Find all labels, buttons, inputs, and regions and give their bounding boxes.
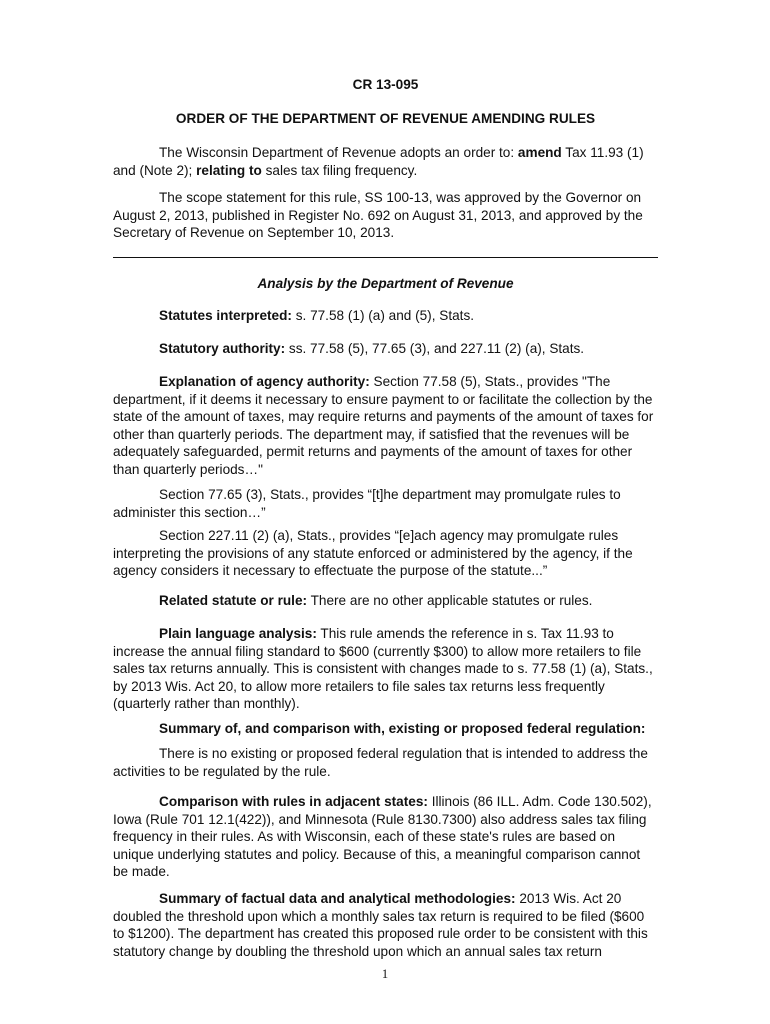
statutory-authority [113, 340, 658, 358]
page-number: 1 [381, 967, 389, 981]
statutes-interpreted [113, 307, 658, 325]
intro-paragraph [113, 144, 658, 179]
rule-number: CR 13-095 [352, 77, 419, 92]
adjacent-states-paragraph [113, 793, 658, 881]
intro-text-c: sales tax filing frequency. [261, 162, 418, 178]
section-divider [113, 257, 658, 258]
section-227-11-paragraph: Section 227.11 (2) (a), Stats., provides “[e]ach agency may promulgate rules interpreting the provisions of any statute enforced or administered by the agency, if the agency considers it necessary to effectuate the purpose of the statute...” [113, 528, 633, 578]
relating-keyword: relating to [196, 162, 262, 178]
scope-paragraph: The scope statement for this rule, SS 100-13, was approved by the Governor on August 2, 2013, published in Register No. 692 on August 31, 2013, and approved by the Secretary of Revenue on September 10, 2013. [113, 190, 643, 240]
related-statute [113, 592, 658, 610]
analysis-heading: Analysis by the Department of Revenue [257, 276, 514, 291]
section-77-65-paragraph: Section 77.65 (3), Stats., provides “[t]he department may promulgate rules to administer this section…” [113, 487, 621, 520]
factual-data-paragraph [113, 890, 658, 960]
factual-text: 2013 Wis. Act 20 doubled the threshold upon which a monthly sales tax return is required to be filed ($600 to $1200). The department has created this proposed rule order to be consistent with this statutory change by doubling the threshold upon which an annual sales tax return [113, 891, 648, 959]
authority-text: ss. 77.58 (5), 77.65 (3), and 227.11 (2) (a), Stats. [285, 341, 585, 356]
adjacent-text: Illinois (86 ILL. Adm. Code 130.502), Iowa (Rule 701 12.1(422)), and Minnesota (Rule 8130.7300) also address sales tax filing frequency in their rules. As with Wisconsin, each of these state's rules are based on unique underlying statutes and policy. Because of this, a meaningful comparison cannot be made. [113, 794, 652, 879]
statutes-label: Statutes interpreted: [159, 308, 292, 323]
intro-text-b: Tax 11.93 (1) and (Note 2); [113, 145, 644, 178]
document-title: ORDER OF THE DEPARTMENT OF REVENUE AMENDING RULES [175, 111, 596, 126]
adjacent-label: Comparison with rules in adjacent states: [159, 794, 428, 809]
federal-regulation-heading: Summary of, and comparison with, existing or proposed federal regulation: [159, 721, 646, 736]
intro-text-a: The Wisconsin Department of Revenue adopts an order to: [159, 145, 518, 160]
statutes-text: s. 77.58 (1) (a) and (5), Stats. [291, 308, 475, 323]
plain-language-paragraph [113, 625, 658, 713]
explanation-paragraph [113, 373, 658, 478]
plain-label: Plain language analysis: [159, 626, 317, 641]
related-label: Related statute or rule: [159, 593, 308, 608]
federal-regulation-paragraph: There is no existing or proposed federal regulation that is intended to address the activities to be regulated by the rule. [113, 746, 648, 779]
plain-text: This rule amends the reference in s. Tax 11.93 to increase the annual filing standard to $600 (currently $300) to allow more retailers to file sales tax returns annually. This is consistent with changes made to s. 77.58 (1) (a), Stats., by 2013 Wis. Act 20, to allow more retailers to file sales tax returns less frequently (quarterly rather than monthly). [113, 626, 653, 711]
explanation-label: Explanation of agency authority: [159, 374, 370, 389]
factual-label: Summary of factual data and analytical methodologies: [159, 891, 516, 906]
related-text: There are no other applicable statutes or rules. [307, 593, 593, 608]
amend-keyword: amend [517, 145, 562, 160]
authority-label: Statutory authority: [159, 341, 286, 356]
explanation-text: Section 77.58 (5), Stats., provides "The department, if it deems it necessary to ensure payment to or facilitate the collection by the state of the amount of taxes, may require returns and payments of the amount of taxes for other than quarterly periods. The department may, if satisfied that the revenues will be adequately safeguarded, permit returns and payments of the amount of taxes for other than quarterly periods…" [113, 374, 654, 477]
